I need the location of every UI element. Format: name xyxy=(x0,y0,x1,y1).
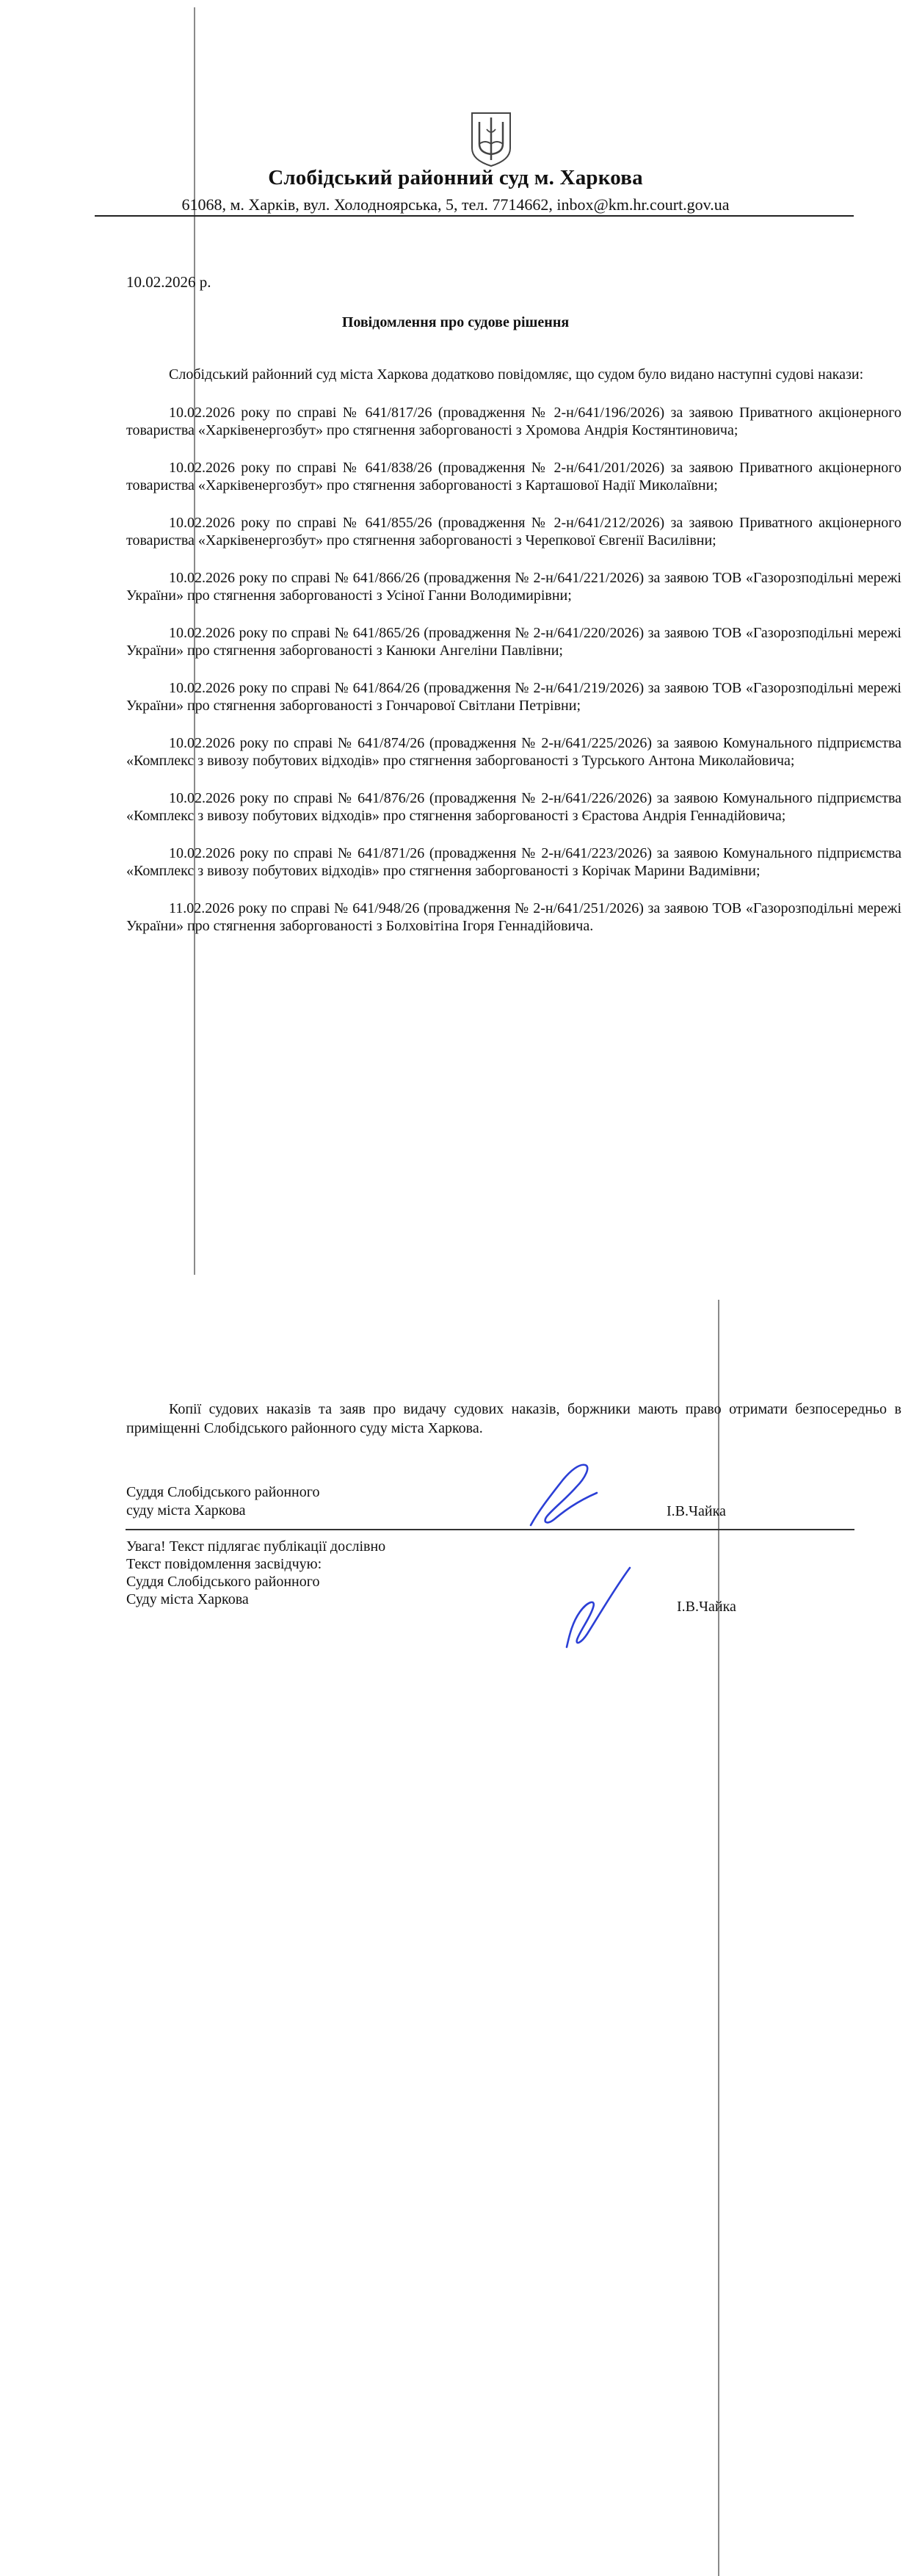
intro-paragraph: Слобідський районний суд міста Харкова додатково повідомляє, що судом було видано наступні судові накази: xyxy=(169,366,864,383)
notice-line: Текст повідомлення засвідчую: xyxy=(126,1556,322,1572)
court-order-item: 10.02.2026 року по справі № 641/866/26 (провадження № 2-н/641/221/2026) за заявою ТОВ «Газорозподільні мережі України» про стягнення заборгованості з Усіної Ганни Володимирівни; xyxy=(126,569,901,604)
court-name: Слобідський районний суд м. Харкова xyxy=(268,166,643,189)
court-address: 61068, м. Харків, вул. Холодноярська, 5, тел. 7714662, inbox@km.hr.court.gov.ua xyxy=(181,195,730,214)
court-order-item: 10.02.2026 року по справі № 641/876/26 (провадження № 2-н/641/226/2026) за заявою Комунального підприємства «Комплекс з вивозу побутових відходів» про стягнення заборгованості з Єрастова Андрія Геннадійовича; xyxy=(126,789,901,824)
signature-divider xyxy=(126,1529,854,1530)
certification-notice xyxy=(126,1538,385,1608)
certifying-judge-name: І.В.Чайка xyxy=(677,1599,736,1615)
court-order-item: 10.02.2026 року по справі № 641/838/26 (провадження № 2-н/641/201/2026) за заявою Приватного акціонерного товариства «Харківенергозбут» про стягнення заборгованості з Карташової Надії Миколаївни; xyxy=(126,459,901,493)
certifying-signature xyxy=(551,1560,639,1656)
judge-name: І.В.Чайка xyxy=(667,1503,726,1519)
court-order-item: 10.02.2026 року по справі № 641/871/26 (провадження № 2-н/641/223/2026) за заявою Комунального підприємства «Комплекс з вивозу побутових відходів» про стягнення заборгованості з Корічак Марини Вадимівни; xyxy=(126,844,901,879)
notice-line: Суддя Слобідського районного xyxy=(126,1574,320,1590)
court-order-item: 10.02.2026 року по справі № 641/874/26 (провадження № 2-н/641/225/2026) за заявою Комунального підприємства «Комплекс з вивозу побутових відходів» про стягнення заборгованості з Турського Антона Миколайовича; xyxy=(126,734,901,769)
judge-title-line: суду міста Харкова xyxy=(126,1502,246,1519)
court-order-item: 10.02.2026 року по справі № 641/865/26 (провадження № 2-н/641/220/2026) за заявою ТОВ «Газорозподільні мережі України» про стягнення заборгованості з Канюки Ангеліни Павлівни; xyxy=(126,624,901,659)
copies-note: Копії судових наказів та заяв про видачу судових наказів, боржники мають право отримати безпосередньо в приміщенні Слобідського районного суду міста Харкова. xyxy=(126,1401,901,1436)
judge-title xyxy=(126,1483,319,1520)
judge-title-line: Суддя Слобідського районного xyxy=(126,1484,320,1500)
court-order-item: 10.02.2026 року по справі № 641/855/26 (провадження № 2-н/641/212/2026) за заявою Приватного акціонерного товариства «Харківенергозбут» про стягнення заборгованості з Черепкової Євгенії Василівни; xyxy=(126,514,901,549)
court-order-item: 11.02.2026 року по справі № 641/948/26 (провадження № 2-н/641/251/2026) за заявою ТОВ «Газорозподільні мережі України» про стягнення заборгованості з Болховітіна Ігоря Геннадійовича. xyxy=(126,900,901,934)
notice-line: Увага! Текст підлягає публікації дослівно xyxy=(126,1538,386,1555)
court-order-item: 10.02.2026 року по справі № 641/817/26 (провадження № 2-н/641/196/2026) за заявою Приватного акціонерного товариства «Харківенергозбут» про стягнення заборгованості з Хромова Андрія Костянтиновича; xyxy=(126,404,901,438)
document-body xyxy=(126,366,901,955)
notice-line: Суду міста Харкова xyxy=(126,1591,249,1607)
header-divider xyxy=(95,215,854,217)
document-title: Повідомлення про судове рішення xyxy=(341,314,570,330)
scan-artifact-line xyxy=(718,1300,719,2576)
judge-signature xyxy=(518,1458,606,1538)
trident-emblem-icon xyxy=(469,110,513,169)
document-date: 10.02.2026 р. xyxy=(126,273,211,291)
court-order-item: 10.02.2026 року по справі № 641/864/26 (провадження № 2-н/641/219/2026) за заявою ТОВ «Газорозподільні мережі України» про стягнення заборгованості з Гончарової Світлани Петрівни; xyxy=(126,679,901,714)
